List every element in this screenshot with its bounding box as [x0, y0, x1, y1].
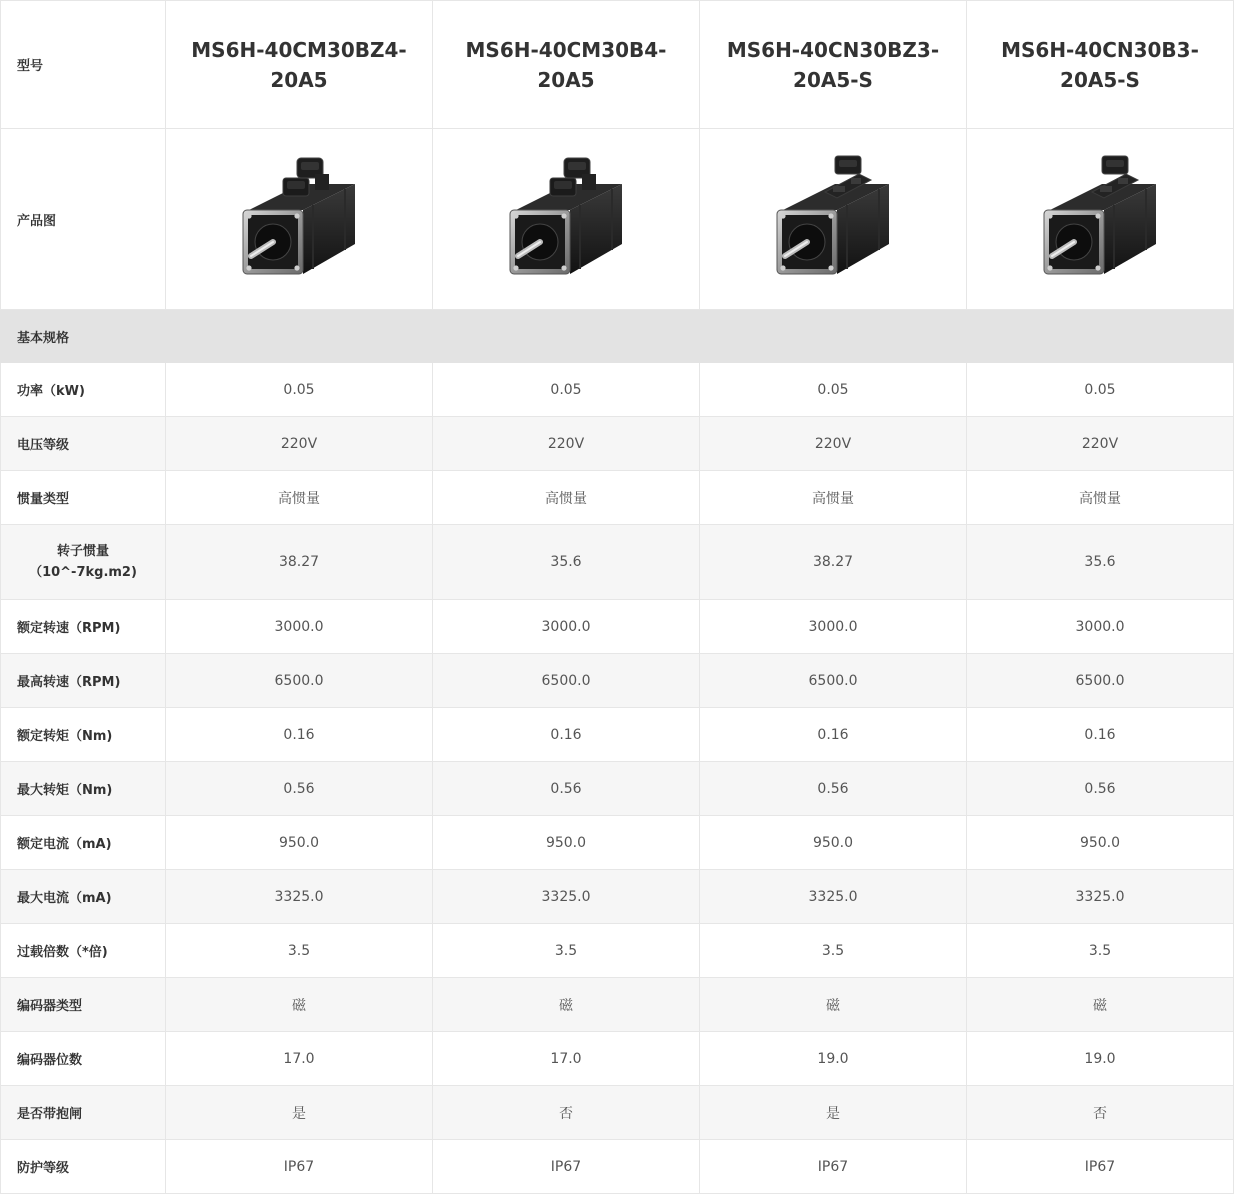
spec-row — [1, 1140, 1234, 1194]
row-label: 型号 — [1, 1, 166, 129]
product-image-row — [1, 129, 1234, 310]
section-title: 基本规格 — [1, 310, 1234, 363]
section-header-row — [1, 310, 1234, 363]
spec-label: 编码器位数 — [1, 1032, 166, 1086]
spec-label: 最大电流（mA) — [1, 870, 166, 924]
spec-value: 3.5 — [433, 924, 700, 978]
spec-value: 高惯量 — [166, 471, 433, 525]
spec-row — [1, 1032, 1234, 1086]
spec-label: 额定转速（RPM) — [1, 600, 166, 654]
spec-value: IP67 — [166, 1140, 433, 1194]
spec-value: 3000.0 — [700, 600, 967, 654]
spec-value: 950.0 — [433, 816, 700, 870]
spec-value: 6500.0 — [700, 654, 967, 708]
spec-row — [1, 600, 1234, 654]
spec-value: 17.0 — [166, 1032, 433, 1086]
spec-value: 0.05 — [433, 363, 700, 417]
spec-value: IP67 — [700, 1140, 967, 1194]
spec-row — [1, 363, 1234, 417]
spec-label: 最大转矩（Nm) — [1, 762, 166, 816]
spec-value: 3.5 — [700, 924, 967, 978]
spec-value: 35.6 — [967, 525, 1234, 600]
model-header-row — [1, 1, 1234, 129]
model-name[interactable]: MS6H-40CM30B4-20A5 — [433, 1, 700, 129]
spec-value: IP67 — [967, 1140, 1234, 1194]
spec-value: 17.0 — [433, 1032, 700, 1086]
spec-value: 否 — [967, 1086, 1234, 1140]
spec-value: 0.16 — [967, 708, 1234, 762]
spec-value: 35.6 — [433, 525, 700, 600]
spec-row — [1, 654, 1234, 708]
spec-value: 950.0 — [166, 816, 433, 870]
model-name[interactable]: MS6H-40CN30B3-20A5-S — [967, 1, 1234, 129]
spec-value: 高惯量 — [433, 471, 700, 525]
spec-value: 3325.0 — [166, 870, 433, 924]
spec-value: 220V — [166, 417, 433, 471]
spec-value: 3.5 — [967, 924, 1234, 978]
model-name[interactable]: MS6H-40CM30BZ4-20A5 — [166, 1, 433, 129]
spec-value: 磁 — [967, 978, 1234, 1032]
spec-value: 0.56 — [433, 762, 700, 816]
spec-value: 3000.0 — [166, 600, 433, 654]
spec-value: 0.56 — [166, 762, 433, 816]
spec-value: 38.27 — [700, 525, 967, 600]
spec-value: 0.56 — [700, 762, 967, 816]
spec-value: 磁 — [433, 978, 700, 1032]
spec-value: 3000.0 — [967, 600, 1234, 654]
spec-value: 0.05 — [700, 363, 967, 417]
spec-label: 最高转速（RPM) — [1, 654, 166, 708]
spec-value: 否 — [433, 1086, 700, 1140]
spec-row — [1, 1086, 1234, 1140]
spec-value: IP67 — [433, 1140, 700, 1194]
spec-value: 38.27 — [166, 525, 433, 600]
spec-value: 220V — [967, 417, 1234, 471]
spec-label: 电压等级 — [1, 417, 166, 471]
spec-value: 3000.0 — [433, 600, 700, 654]
spec-label: 过载倍数（*倍) — [1, 924, 166, 978]
product-image-cell — [166, 129, 433, 310]
spec-value: 19.0 — [967, 1032, 1234, 1086]
spec-value: 6500.0 — [166, 654, 433, 708]
product-image-cell — [967, 129, 1234, 310]
spec-rows — [1, 363, 1234, 1194]
spec-value: 3325.0 — [700, 870, 967, 924]
spec-row — [1, 471, 1234, 525]
spec-value: 3325.0 — [433, 870, 700, 924]
spec-value: 3325.0 — [967, 870, 1234, 924]
spec-value: 220V — [433, 417, 700, 471]
spec-row — [1, 762, 1234, 816]
spec-value: 19.0 — [700, 1032, 967, 1086]
spec-value: 磁 — [166, 978, 433, 1032]
spec-value: 0.16 — [700, 708, 967, 762]
product-image-cell — [433, 129, 700, 310]
spec-label: 转子惯量（10^-7kg.m2) — [1, 525, 166, 600]
spec-value: 6500.0 — [433, 654, 700, 708]
spec-value: 0.05 — [166, 363, 433, 417]
spec-row — [1, 870, 1234, 924]
spec-row — [1, 525, 1234, 600]
spec-label: 额定转矩（Nm) — [1, 708, 166, 762]
spec-label: 功率（kW) — [1, 363, 166, 417]
spec-row — [1, 816, 1234, 870]
servo-motor-icon[interactable] — [1030, 152, 1170, 282]
spec-value: 6500.0 — [967, 654, 1234, 708]
spec-value: 0.16 — [433, 708, 700, 762]
spec-value: 950.0 — [967, 816, 1234, 870]
spec-label: 防护等级 — [1, 1140, 166, 1194]
spec-value: 950.0 — [700, 816, 967, 870]
spec-value: 0.16 — [166, 708, 433, 762]
spec-label: 编码器类型 — [1, 978, 166, 1032]
spec-label: 惯量类型 — [1, 471, 166, 525]
model-name[interactable]: MS6H-40CN30BZ3-20A5-S — [700, 1, 967, 129]
spec-row — [1, 978, 1234, 1032]
spec-value: 0.05 — [967, 363, 1234, 417]
spec-row — [1, 417, 1234, 471]
spec-label: 是否带抱闸 — [1, 1086, 166, 1140]
spec-value: 3.5 — [166, 924, 433, 978]
servo-motor-icon[interactable] — [763, 152, 903, 282]
spec-value: 0.56 — [967, 762, 1234, 816]
row-label: 产品图 — [1, 129, 166, 310]
spec-value: 高惯量 — [700, 471, 967, 525]
servo-motor-icon[interactable] — [229, 152, 369, 282]
spec-value: 高惯量 — [967, 471, 1234, 525]
product-image-cell — [700, 129, 967, 310]
spec-row — [1, 708, 1234, 762]
spec-value: 220V — [700, 417, 967, 471]
spec-label: 额定电流（mA) — [1, 816, 166, 870]
servo-motor-icon[interactable] — [496, 152, 636, 282]
spec-value: 是 — [700, 1086, 967, 1140]
spec-row — [1, 924, 1234, 978]
spec-value: 是 — [166, 1086, 433, 1140]
spec-value: 磁 — [700, 978, 967, 1032]
